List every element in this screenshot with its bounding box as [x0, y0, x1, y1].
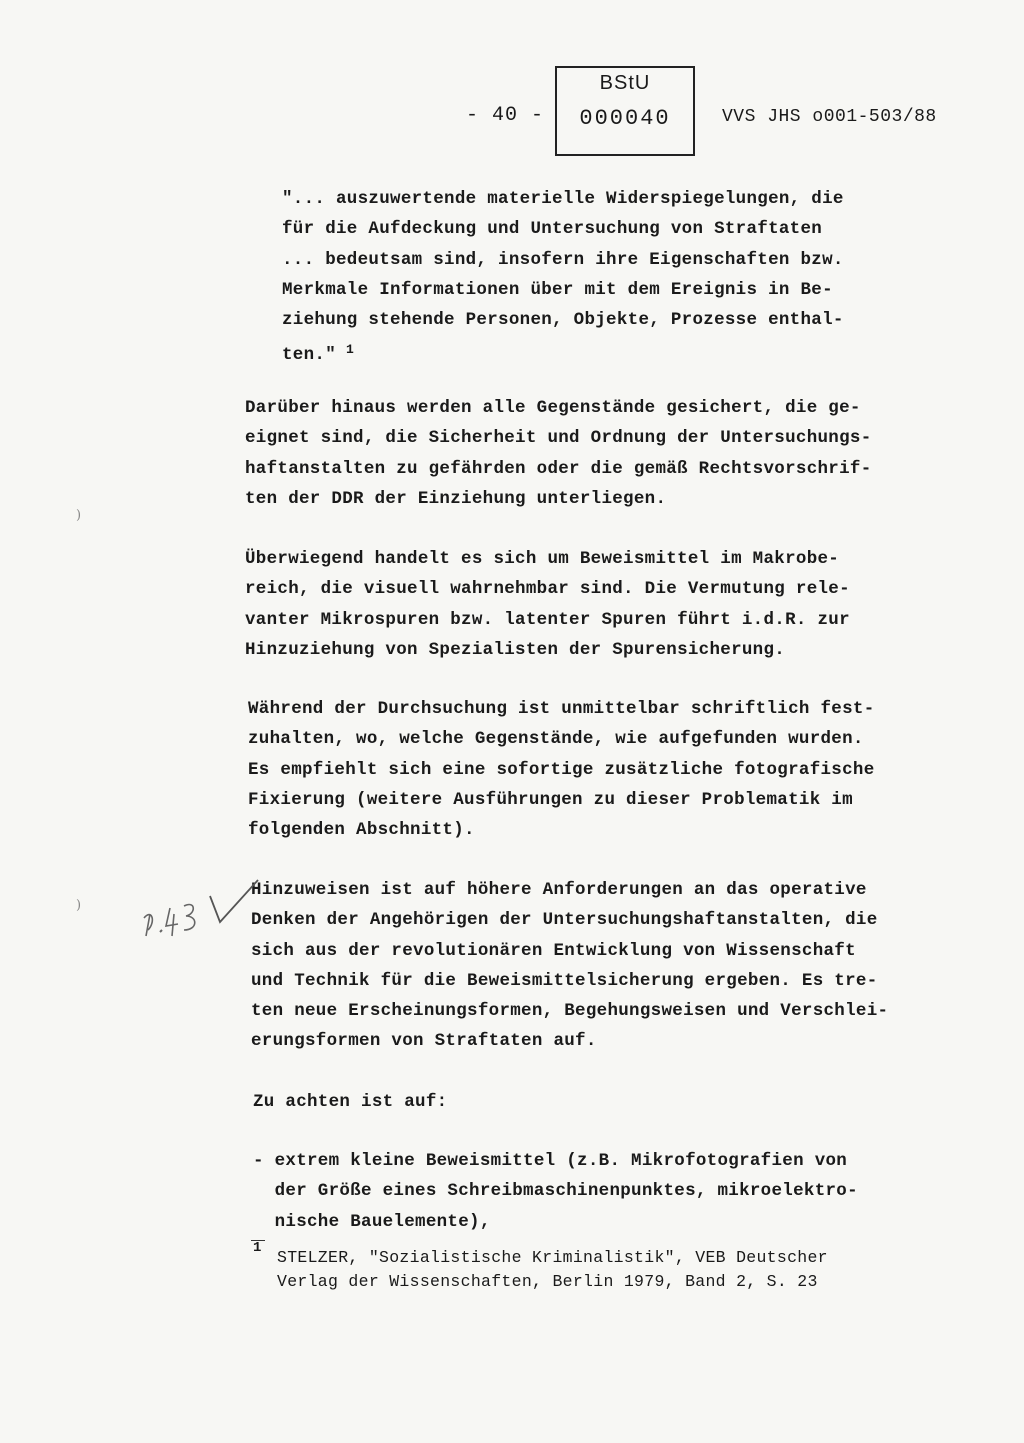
quote-line: ziehung stehende Personen, Objekte, Prozesse enthal-	[282, 310, 844, 331]
list-item-line: nische Bauelemente),	[253, 1211, 491, 1232]
paragraph-line: Darüber hinaus werden alle Gegenstände gesichert, die ge-	[245, 398, 861, 418]
paragraph-2	[245, 544, 850, 665]
paragraph-line: Denken der Angehörigen der Untersuchungshaftanstalten, die	[251, 910, 878, 931]
margin-mark: )	[76, 898, 82, 913]
archive-stamp	[555, 66, 695, 156]
footnote-mark: 1	[253, 1240, 262, 1256]
paragraph-5	[253, 1087, 447, 1117]
paragraph-line: ten der DDR der Einziehung unterliegen.	[245, 488, 667, 509]
paragraph-line: sich aus der revolutionären Entwicklung von Wissenschaft	[251, 940, 856, 961]
document-reference: VVS JHS o001-503/88	[722, 107, 937, 127]
quote-line: ... bedeutsam sind, insofern ihre Eigenschaften bzw.	[282, 249, 844, 270]
paragraph-4	[251, 875, 888, 1057]
paragraph-line: reich, die visuell wahrnehmbar sind. Die Vermutung rele-	[245, 579, 850, 600]
paragraph-3	[248, 694, 875, 845]
paragraph-line: eignet sind, die Sicherheit und Ordnung der Untersuchungs-	[245, 428, 872, 449]
paragraph-line: Zu achten ist auf:	[253, 1092, 448, 1112]
paragraph-line: Fixierung (weitere Ausführungen zu dieser Problematik im	[248, 789, 853, 810]
paragraph-1	[245, 393, 872, 514]
quote-line: Merkmale Informationen über mit dem Ereignis in Be-	[282, 279, 833, 300]
paragraph-line: haftanstalten zu gefährden oder die gemäß Rechtsvorschrif-	[245, 458, 872, 479]
footnote	[251, 1246, 828, 1294]
paragraph-line: Hinzuweisen ist auf höhere Anforderungen an das operative	[251, 880, 867, 900]
quote-block	[282, 184, 844, 371]
quote-line: ten."	[282, 345, 337, 366]
quote-line: "... auszuwertende materielle Widerspiegelungen, die	[282, 189, 844, 209]
paragraph-line: ten neue Erscheinungsformen, Begehungsweisen und Verschlei-	[251, 1001, 889, 1022]
list-item-line: der Größe eines Schreibmaschinenpunktes, mikroelektro-	[253, 1181, 858, 1202]
paragraph-line: Überwiegend handelt es sich um Beweismittel im Makrobe-	[245, 549, 840, 569]
stamp-number: 000040	[579, 106, 671, 131]
paragraph-line: folgenden Abschnitt).	[248, 820, 475, 841]
paragraph-line: und Technik für die Beweismittelsicherung ergeben. Es tre-	[251, 970, 878, 991]
handwritten-margin-note	[138, 878, 268, 953]
paragraph-line: vanter Mikrospuren bzw. latenter Spuren führt i.d.R. zur	[245, 609, 850, 630]
bullet-list	[253, 1146, 858, 1237]
quote-line-last	[282, 335, 844, 370]
margin-mark: )	[76, 508, 82, 523]
paragraph-line: Hinzuziehung von Spezialisten der Spurensicherung.	[245, 639, 786, 660]
footnote-reference: 1	[346, 342, 355, 358]
footnote-line: STELZER, "Sozialistische Kriminalistik", VEB Deutscher	[277, 1248, 828, 1267]
footnote-line: Verlag der Wissenschaften, Berlin 1979, Band 2, S. 23	[277, 1272, 818, 1291]
paragraph-line: Es empfiehlt sich eine sofortige zusätzliche fotografische	[248, 759, 875, 780]
paragraph-line: Während der Durchsuchung ist unmittelbar schriftlich fest-	[248, 699, 875, 719]
list-item-line: - extrem kleine Beweismittel (z.B. Mikrofotografien von	[253, 1151, 848, 1171]
paragraph-line: zuhalten, wo, welche Gegenstände, wie aufgefunden wurden.	[248, 729, 864, 750]
stamp-label: BStU	[599, 72, 651, 94]
page-number: - 40 -	[466, 104, 545, 127]
paragraph-line: erungsformen von Straftaten auf.	[251, 1031, 597, 1052]
quote-line: für die Aufdeckung und Untersuchung von Straftaten	[282, 219, 823, 240]
